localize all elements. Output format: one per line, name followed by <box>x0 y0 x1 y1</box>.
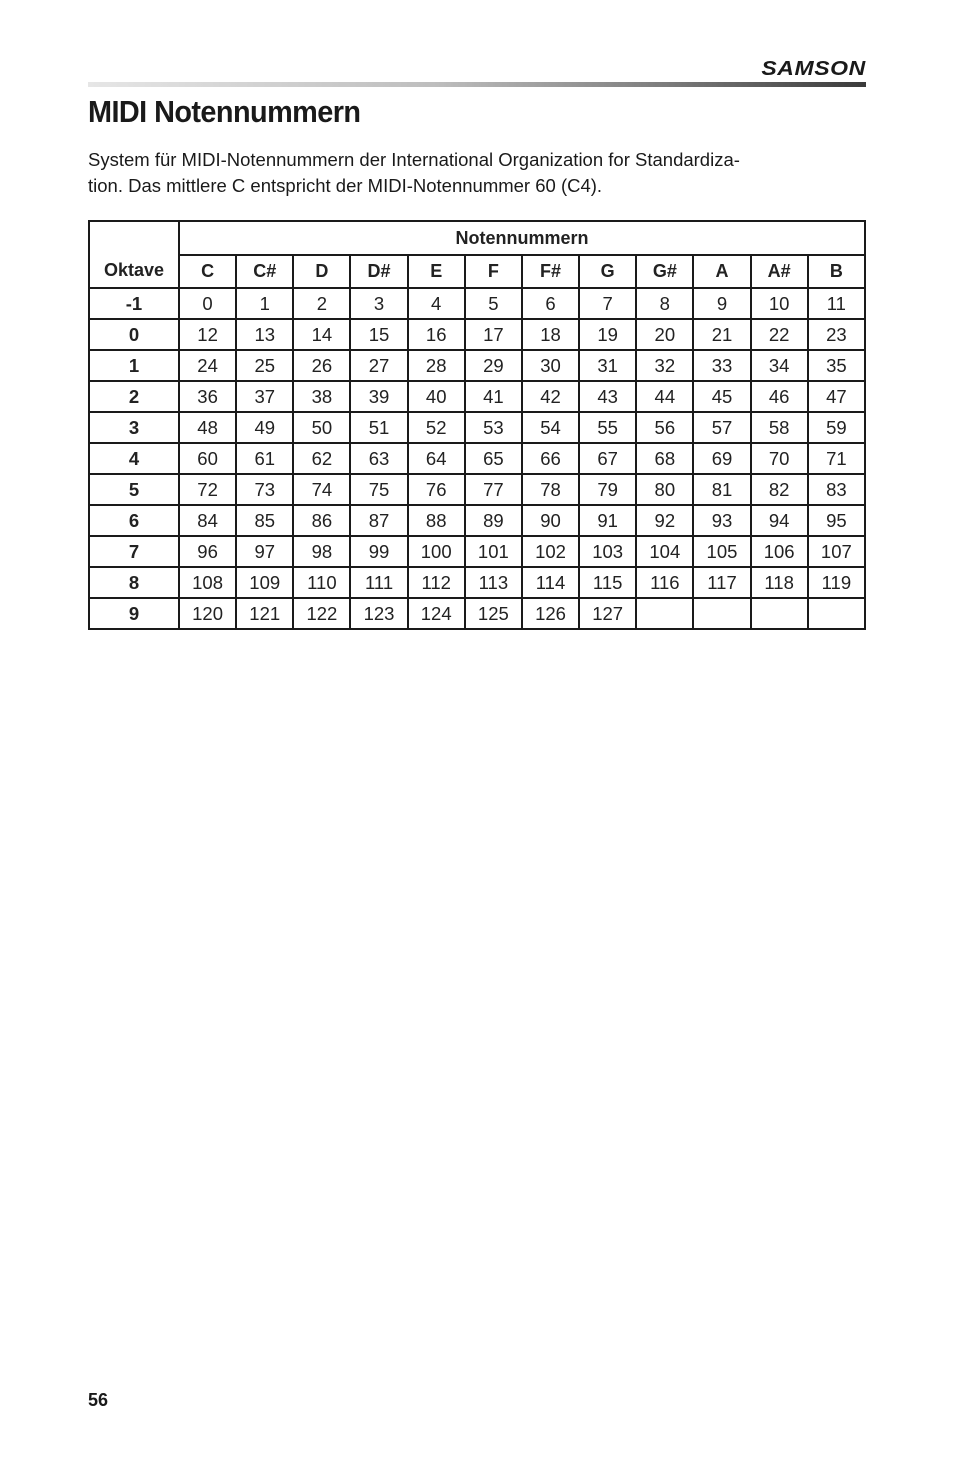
note-number-cell <box>808 598 865 629</box>
note-number-cell: 55 <box>579 412 636 443</box>
octave-cell: 5 <box>89 474 179 505</box>
note-number-cell: 80 <box>636 474 693 505</box>
note-header-cell: F <box>465 255 522 288</box>
note-number-cell: 8 <box>636 288 693 319</box>
octave-cell: 6 <box>89 505 179 536</box>
note-number-cell: 0 <box>179 288 236 319</box>
note-number-cell: 31 <box>579 350 636 381</box>
note-number-cell: 97 <box>236 536 293 567</box>
octave-cell: -1 <box>89 288 179 319</box>
note-number-cell: 28 <box>408 350 465 381</box>
note-number-cell: 107 <box>808 536 865 567</box>
note-number-cell: 66 <box>522 443 579 474</box>
note-number-cell: 79 <box>579 474 636 505</box>
note-number-cell: 42 <box>522 381 579 412</box>
note-number-cell: 118 <box>751 567 808 598</box>
note-number-cell: 49 <box>236 412 293 443</box>
note-number-cell: 64 <box>408 443 465 474</box>
table-group-header-row <box>89 221 865 255</box>
note-number-cell: 1 <box>236 288 293 319</box>
note-number-cell: 70 <box>751 443 808 474</box>
octave-column-header: Oktave <box>89 221 179 288</box>
note-number-cell: 85 <box>236 505 293 536</box>
note-number-cell: 58 <box>751 412 808 443</box>
note-number-cell: 37 <box>236 381 293 412</box>
note-number-cell: 68 <box>636 443 693 474</box>
note-number-cell: 125 <box>465 598 522 629</box>
table-row <box>89 288 865 319</box>
note-number-cell: 47 <box>808 381 865 412</box>
note-number-cell: 122 <box>293 598 350 629</box>
note-number-cell: 92 <box>636 505 693 536</box>
note-number-cell: 36 <box>179 381 236 412</box>
note-number-cell: 29 <box>465 350 522 381</box>
note-number-cell: 90 <box>522 505 579 536</box>
note-number-cell: 110 <box>293 567 350 598</box>
note-number-cell: 9 <box>693 288 750 319</box>
note-number-cell: 22 <box>751 319 808 350</box>
note-header-cell: D <box>293 255 350 288</box>
note-number-cell: 33 <box>693 350 750 381</box>
note-number-cell: 103 <box>579 536 636 567</box>
note-number-cell: 13 <box>236 319 293 350</box>
note-number-cell: 81 <box>693 474 750 505</box>
note-number-cell: 82 <box>751 474 808 505</box>
intro-line-2: tion. Das mittlere C entspricht der MIDI-Notennummer 60 (C4). <box>88 175 603 196</box>
note-number-cell: 105 <box>693 536 750 567</box>
note-number-cell: 17 <box>465 319 522 350</box>
note-number-cell: 74 <box>293 474 350 505</box>
note-number-cell: 76 <box>408 474 465 505</box>
note-number-cell: 75 <box>350 474 407 505</box>
note-number-cell: 114 <box>522 567 579 598</box>
note-number-cell: 44 <box>636 381 693 412</box>
note-header-cell: B <box>808 255 865 288</box>
octave-cell: 9 <box>89 598 179 629</box>
note-number-cell: 52 <box>408 412 465 443</box>
note-number-cell: 34 <box>751 350 808 381</box>
note-number-cell: 108 <box>179 567 236 598</box>
note-number-cell: 3 <box>350 288 407 319</box>
note-number-cell: 59 <box>808 412 865 443</box>
note-number-cell: 19 <box>579 319 636 350</box>
note-number-cell: 127 <box>579 598 636 629</box>
note-number-cell: 89 <box>465 505 522 536</box>
note-number-cell: 62 <box>293 443 350 474</box>
note-number-cell: 109 <box>236 567 293 598</box>
note-number-cell: 91 <box>579 505 636 536</box>
note-number-cell: 43 <box>579 381 636 412</box>
note-number-cell: 12 <box>179 319 236 350</box>
header-rule <box>88 82 866 87</box>
note-number-cell: 88 <box>408 505 465 536</box>
note-header-cell: F# <box>522 255 579 288</box>
note-number-cell: 119 <box>808 567 865 598</box>
note-number-cell: 116 <box>636 567 693 598</box>
note-number-cell: 72 <box>179 474 236 505</box>
note-number-cell: 67 <box>579 443 636 474</box>
note-number-cell: 86 <box>293 505 350 536</box>
note-number-cell <box>636 598 693 629</box>
note-number-cell: 7 <box>579 288 636 319</box>
note-number-cell: 54 <box>522 412 579 443</box>
note-header-cell: A <box>693 255 750 288</box>
note-number-cell: 50 <box>293 412 350 443</box>
table-row <box>89 598 865 629</box>
note-number-cell: 96 <box>179 536 236 567</box>
note-number-cell: 113 <box>465 567 522 598</box>
note-number-cell: 104 <box>636 536 693 567</box>
octave-cell: 7 <box>89 536 179 567</box>
note-number-cell: 51 <box>350 412 407 443</box>
table-row <box>89 350 865 381</box>
note-number-cell: 11 <box>808 288 865 319</box>
note-number-cell: 48 <box>179 412 236 443</box>
note-number-cell: 83 <box>808 474 865 505</box>
note-number-cell: 93 <box>693 505 750 536</box>
table-row <box>89 536 865 567</box>
note-number-cell: 115 <box>579 567 636 598</box>
table-row <box>89 443 865 474</box>
note-number-cell: 25 <box>236 350 293 381</box>
note-header-cell: G# <box>636 255 693 288</box>
octave-cell: 1 <box>89 350 179 381</box>
note-number-cell: 124 <box>408 598 465 629</box>
note-number-cell: 57 <box>693 412 750 443</box>
note-number-cell: 63 <box>350 443 407 474</box>
note-header-row <box>89 255 865 288</box>
note-number-cell: 45 <box>693 381 750 412</box>
table-row <box>89 474 865 505</box>
octave-cell: 4 <box>89 443 179 474</box>
note-number-cell: 84 <box>179 505 236 536</box>
note-number-cell: 69 <box>693 443 750 474</box>
note-number-cell: 121 <box>236 598 293 629</box>
note-number-cell: 87 <box>350 505 407 536</box>
note-number-cell: 2 <box>293 288 350 319</box>
note-numbers-group-header: Notennummern <box>179 221 865 255</box>
note-number-cell: 27 <box>350 350 407 381</box>
note-number-cell: 94 <box>751 505 808 536</box>
note-number-cell: 26 <box>293 350 350 381</box>
note-number-cell: 56 <box>636 412 693 443</box>
note-number-cell: 38 <box>293 381 350 412</box>
note-header-cell: D# <box>350 255 407 288</box>
brand-logo: SAMSON <box>761 58 866 80</box>
note-number-cell: 16 <box>408 319 465 350</box>
note-number-cell: 117 <box>693 567 750 598</box>
note-header-cell: E <box>408 255 465 288</box>
note-number-cell: 126 <box>522 598 579 629</box>
note-number-cell: 41 <box>465 381 522 412</box>
note-number-cell: 101 <box>465 536 522 567</box>
note-number-cell <box>693 598 750 629</box>
note-number-cell: 39 <box>350 381 407 412</box>
intro-line-1: System für MIDI-Notennummern der International Organization for Standardiza- <box>88 149 740 170</box>
note-header-cell: C# <box>236 255 293 288</box>
note-number-cell: 30 <box>522 350 579 381</box>
note-number-cell: 35 <box>808 350 865 381</box>
note-number-cell: 65 <box>465 443 522 474</box>
note-number-cell: 100 <box>408 536 465 567</box>
octave-cell: 8 <box>89 567 179 598</box>
note-header-cell: G <box>579 255 636 288</box>
note-number-cell: 112 <box>408 567 465 598</box>
note-number-cell: 6 <box>522 288 579 319</box>
note-number-cell: 20 <box>636 319 693 350</box>
note-number-cell: 23 <box>808 319 865 350</box>
intro-paragraph <box>88 147 848 199</box>
note-number-cell: 120 <box>179 598 236 629</box>
note-number-cell: 111 <box>350 567 407 598</box>
note-number-cell: 98 <box>293 536 350 567</box>
note-number-cell: 53 <box>465 412 522 443</box>
note-number-cell: 71 <box>808 443 865 474</box>
note-number-cell: 60 <box>179 443 236 474</box>
note-number-cell: 73 <box>236 474 293 505</box>
note-number-cell: 14 <box>293 319 350 350</box>
table-row <box>89 381 865 412</box>
table-row <box>89 319 865 350</box>
note-number-cell: 61 <box>236 443 293 474</box>
octave-cell: 2 <box>89 381 179 412</box>
note-number-cell: 21 <box>693 319 750 350</box>
note-number-cell: 32 <box>636 350 693 381</box>
note-header-cell: C <box>179 255 236 288</box>
note-number-cell: 95 <box>808 505 865 536</box>
note-number-cell: 10 <box>751 288 808 319</box>
note-number-cell: 46 <box>751 381 808 412</box>
table-row <box>89 505 865 536</box>
octave-cell: 3 <box>89 412 179 443</box>
note-number-cell: 78 <box>522 474 579 505</box>
note-number-cell: 18 <box>522 319 579 350</box>
note-number-cell: 24 <box>179 350 236 381</box>
note-number-cell: 102 <box>522 536 579 567</box>
midi-note-table <box>88 220 866 630</box>
note-number-cell: 40 <box>408 381 465 412</box>
table-body <box>89 288 865 629</box>
note-number-cell: 99 <box>350 536 407 567</box>
table-row <box>89 567 865 598</box>
note-number-cell: 4 <box>408 288 465 319</box>
note-header-cell: A# <box>751 255 808 288</box>
note-number-cell: 106 <box>751 536 808 567</box>
note-number-cell: 77 <box>465 474 522 505</box>
note-number-cell: 123 <box>350 598 407 629</box>
table-row <box>89 412 865 443</box>
page-number: 56 <box>88 1390 109 1410</box>
note-number-cell <box>751 598 808 629</box>
note-number-cell: 15 <box>350 319 407 350</box>
note-number-cell: 5 <box>465 288 522 319</box>
octave-cell: 0 <box>89 319 179 350</box>
page-title: MIDI Notennummern <box>88 94 361 129</box>
